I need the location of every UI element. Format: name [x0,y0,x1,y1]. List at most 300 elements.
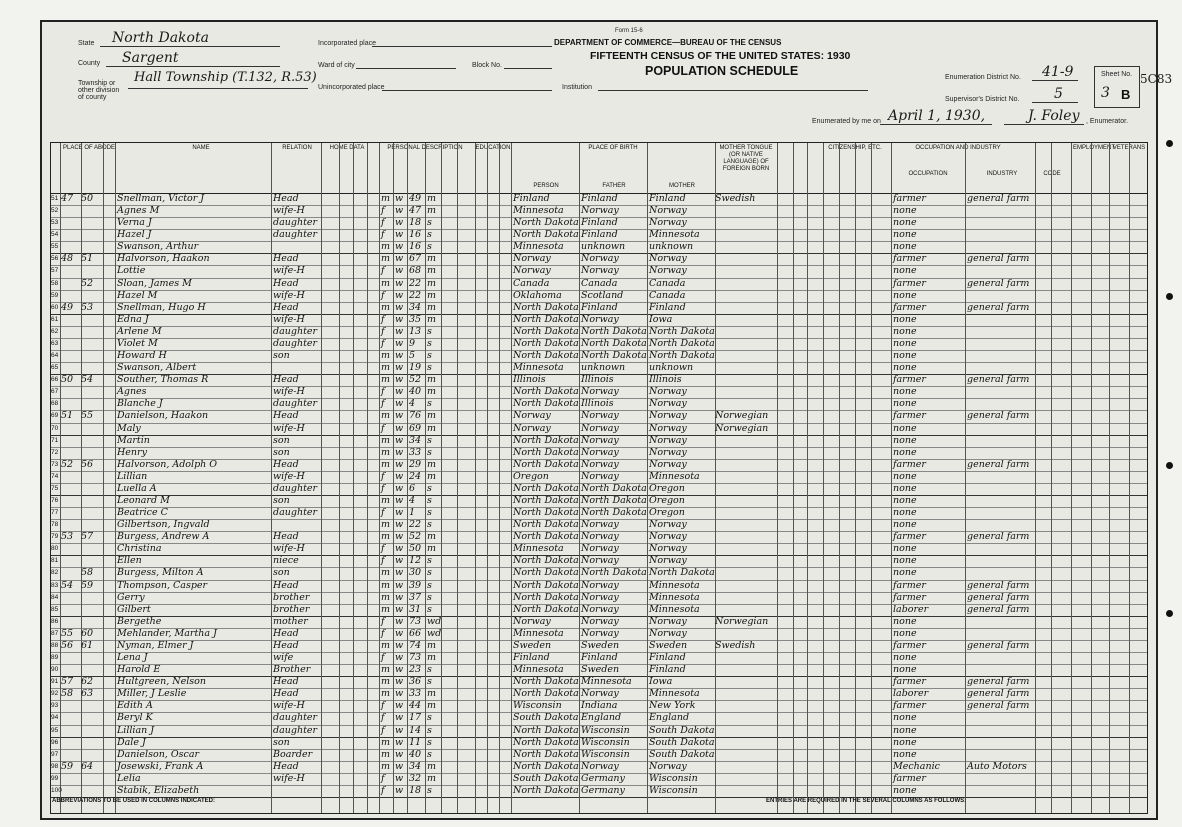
cell-person: North Dakota [513,507,579,519]
cell-name: Hazel M [117,289,158,301]
table-row [51,362,1147,374]
cell-occ: none [893,265,917,277]
cell-name: Thompson, Casper [117,579,208,591]
cell-rel: daughter [273,507,318,519]
cell-rel: Head [273,253,299,265]
cell-person: North Dakota [513,676,579,688]
table-row [51,265,1147,277]
cell-person: North Dakota [513,748,579,760]
cell-line: 89 [51,654,59,662]
cell-occ: none [893,615,917,627]
cell-occ: farmer [893,193,926,204]
cell-person: North Dakota [513,313,579,325]
cell-race: w [395,205,404,217]
cell-father: Norway [581,458,619,470]
cell-age: 76 [409,410,422,422]
cell-race: w [395,458,404,470]
cell-sex: f [381,325,385,337]
cell-line: 100 [51,786,62,794]
cell-name: Christina [117,543,162,555]
cell-race: w [395,603,404,615]
cell-race: w [395,495,404,506]
cell-person: Illinois [513,374,546,386]
cell-rel: daughter [273,482,318,494]
group-personal-description: PERSONAL DESCRIPTION [387,145,463,151]
cell-dw: 50 [61,374,74,386]
cell-mar: wd [427,615,442,627]
cell-mother: South Dakota [649,736,715,748]
cell-mother: Canada [649,289,686,301]
table-row [51,688,1147,700]
cell-age: 18 [409,217,422,229]
cell-race: w [395,664,404,676]
cell-father: Norway [581,205,619,217]
cell-name: Henry [117,446,147,458]
cell-name: Beatrice C [117,507,168,519]
population-grid [50,142,1148,814]
cell-age: 5 [409,350,416,362]
cell-line: 97 [51,750,59,758]
cell-mar: s [427,362,432,374]
cell-occ: none [893,664,917,676]
cell-line: 87 [51,629,59,637]
cell-rel: Brother [273,664,311,676]
cell-line: 77 [51,509,59,517]
cell-line: 52 [51,207,59,215]
cell-race: w [395,301,404,313]
supervisor-label: Supervisor's District No. [945,96,1020,103]
cell-age: 22 [409,289,422,301]
cell-sex: m [381,350,391,362]
cell-age: 12 [409,555,422,567]
cell-sex: f [381,398,385,410]
cell-race: w [395,748,404,760]
cell-occ: none [893,205,917,217]
cell-father: Norway [581,543,619,555]
cell-person: North Dakota [513,724,579,736]
cell-mother: Iowa [649,313,673,325]
table-row [51,676,1147,688]
cell-age: 19 [409,362,422,374]
cell-sex: m [381,579,391,591]
cell-race: w [395,519,404,531]
cell-race: w [395,350,404,362]
cell-person: Norway [513,615,551,627]
cell-line: 65 [51,364,59,372]
cell-occ: none [893,241,917,253]
table-row [51,326,1147,338]
cell-fam: 53 [81,301,94,313]
cell-rel: brother [273,591,310,603]
cell-person: North Dakota [513,398,579,410]
cell-person: North Dakota [513,446,579,458]
cell-rel: Head [273,410,299,422]
enumerated-date: April 1, 1930, [888,108,986,124]
cell-sex: f [381,652,385,664]
cell-name: Gilbertson, Ingvald [117,519,210,531]
cell-name: Josewski, Frank A [117,760,204,772]
cell-name: Snellman, Hugo H [117,301,206,313]
cell-father: Norway [581,313,619,325]
cell-line: 93 [51,702,59,710]
cell-mar: m [427,289,437,301]
table-row [51,350,1147,362]
township-value: Hall Township (T.132, R.53) [134,70,317,85]
cell-mother: Finland [649,193,686,204]
cell-race: w [395,700,404,712]
footer-band [50,796,1148,818]
cell-occ: farmer [893,458,926,470]
table-row [51,640,1147,652]
cell-mar: m [427,652,437,664]
cell-person: North Dakota [513,555,579,567]
cell-name: Swanson, Albert [117,362,197,374]
cell-sex: m [381,253,391,265]
cell-father: Scotland [581,289,624,301]
cell-line: 56 [51,255,59,263]
cell-age: 33 [409,688,422,700]
group-veterans: VETERANS [1112,145,1146,151]
cell-mother: Norway [649,543,687,555]
cell-line: 78 [51,521,59,529]
cell-father: Minnesota [581,676,632,688]
table-row [51,447,1147,459]
cell-age: 47 [409,205,422,217]
cell-occ: none [893,567,917,579]
cell-rel: daughter [273,398,318,410]
cell-name: Swanson, Arthur [117,241,199,253]
head-occupation: OCCUPATION [908,171,948,177]
cell-ind: general farm [967,639,1030,651]
cell-rel: Head [273,627,299,639]
cell-tongue: Norwegian [715,422,769,434]
cell-age: 16 [409,229,422,241]
cell-person: Minnesota [513,362,564,374]
cell-sex: f [381,205,385,217]
table-row [51,338,1147,350]
cell-occ: Mechanic [893,760,940,772]
cell-occ: none [893,325,917,337]
cell-line: 67 [51,388,59,396]
cell-age: 14 [409,724,422,736]
cell-mar: s [427,241,432,253]
cell-age: 74 [409,639,422,651]
cell-ind: general farm [967,591,1030,603]
cell-mar: s [427,337,432,349]
table-row [51,700,1147,712]
cell-mother: Wisconsin [649,772,698,784]
cell-sex: m [381,362,391,374]
cell-race: w [395,688,404,700]
cell-age: 37 [409,591,422,603]
cell-occ: farmer [893,579,926,591]
cell-tongue: Norwegian [715,615,769,627]
cell-mother: North Dakota [649,567,715,579]
cell-mar: s [427,507,432,519]
enumerator-underline [1004,124,1084,125]
cell-sex: m [381,591,391,603]
table-row [51,386,1147,398]
cell-race: w [395,265,404,277]
cell-race: w [395,676,404,688]
cell-sex: m [381,664,391,676]
table-row [51,628,1147,640]
cell-person: North Dakota [513,591,579,603]
group-place-of-birth: PLACE OF BIRTH [588,145,638,151]
cell-sex: f [381,543,385,555]
cell-line: 60 [51,303,59,311]
cell-occ: farmer [893,676,926,688]
table-row [51,652,1147,664]
cell-mother: Norway [649,760,687,772]
table-row [51,555,1147,567]
cell-mar: m [427,639,437,651]
cell-line: 83 [51,581,59,589]
table-row [51,278,1147,290]
cell-person: North Dakota [513,337,579,349]
cell-race: w [395,470,404,482]
cell-name: Stabik, Elizabeth [117,784,200,796]
cell-sex: m [381,193,391,204]
cell-sex: f [381,229,385,241]
cell-race: w [395,760,404,772]
cell-sex: f [381,289,385,301]
table-row [51,567,1147,579]
cell-dw: 53 [61,531,74,543]
cell-father: Wisconsin [581,748,630,760]
cell-line: 98 [51,762,59,770]
cell-rel: son [273,567,290,579]
cell-mar: s [427,217,432,229]
cell-dw: 59 [61,760,74,772]
cell-race: w [395,615,404,627]
cell-father: unknown [581,362,626,374]
cell-rel: Head [273,193,299,204]
cell-person: Wisconsin [513,700,562,712]
cell-line: 85 [51,605,59,613]
cell-age: 50 [409,543,422,555]
cell-race: w [395,724,404,736]
county-value: Sargent [122,50,179,66]
cell-father: North Dakota [581,567,647,579]
cell-mar: m [427,253,437,265]
cell-tongue: Swedish [715,639,756,651]
cell-name: Bergethe [117,615,162,627]
cell-fam: 61 [81,639,94,651]
cell-line: 73 [51,460,59,468]
cell-person: Norway [513,253,551,265]
cell-name: Lillian [117,470,148,482]
table-row [51,459,1147,471]
cell-sex: f [381,313,385,325]
cell-ind: general farm [967,579,1030,591]
cell-person: North Dakota [513,688,579,700]
cell-race: w [395,277,404,289]
cell-mar: s [427,676,432,688]
group-place-of-abode: PLACE OF ABODE [62,145,116,151]
cell-race: w [395,398,404,410]
cell-rel: daughter [273,724,318,736]
cell-mother: Minnesota [649,579,700,591]
cell-mar: m [427,386,437,398]
cell-dw: 58 [61,688,74,700]
cell-ind: general farm [967,277,1030,289]
cell-father: Wisconsin [581,724,630,736]
cell-mother: North Dakota [649,337,715,349]
cell-age: 13 [409,325,422,337]
cell-occ: none [893,627,917,639]
cell-sex: f [381,470,385,482]
cell-father: North Dakota [581,495,647,506]
cell-occ: none [893,712,917,724]
cell-mar: m [427,313,437,325]
cell-person: Sweden [513,639,552,651]
cell-sex: f [381,265,385,277]
cell-rel: Boarder [273,748,313,760]
cell-age: 17 [409,712,422,724]
cell-line: 76 [51,497,59,504]
cell-mother: North Dakota [649,350,715,362]
cell-race: w [395,591,404,603]
cell-father: Norway [581,760,619,772]
cell-race: w [395,253,404,265]
cell-name: Howard H [117,350,167,362]
cell-rel: wife-H [273,313,305,325]
cell-person: North Dakota [513,434,579,446]
cell-line: 94 [51,714,59,722]
population-rows [51,193,1147,797]
cell-mar: s [427,325,432,337]
cell-occ: none [893,446,917,458]
table-row [51,761,1147,773]
cell-name: Luella A [117,482,157,494]
cell-line: 79 [51,533,59,541]
cell-person: North Dakota [513,736,579,748]
cell-person: North Dakota [513,784,579,796]
cell-rel: Head [273,277,299,289]
cell-tongue: Norwegian [715,410,769,422]
cell-name: Burgess, Andrew A [117,531,210,543]
cell-father: Norway [581,410,619,422]
cell-sex: m [381,458,391,470]
head-person: PERSON [533,183,559,189]
cell-age: 4 [409,495,416,506]
institution-underline [598,90,868,91]
cell-occ: farmer [893,301,926,313]
cell-line: 71 [51,436,59,444]
cell-ind: general farm [967,700,1030,712]
cell-occ: none [893,350,917,362]
ward-underline [356,68,456,69]
cell-race: w [395,422,404,434]
cell-mother: Finland [649,301,686,313]
cell-mother: South Dakota [649,724,715,736]
cell-mar: m [427,193,437,204]
cell-age: 52 [409,531,422,543]
cell-mother: Norway [649,531,687,543]
cell-occ: none [893,470,917,482]
cell-rel: wife-H [273,289,305,301]
cell-father: Norway [581,603,619,615]
cell-mother: South Dakota [649,748,715,760]
cell-mother: Oregon [649,507,685,519]
cell-occ: none [893,422,917,434]
cell-mar: m [427,205,437,217]
cell-rel: daughter [273,229,318,241]
cell-mother: Norway [649,253,687,265]
cell-dw: 57 [61,676,74,688]
punch-hole-right-1 [1166,140,1173,147]
cell-name: Agnes [117,386,147,398]
enum-district-underline [1032,80,1078,81]
cell-fam: 58 [81,567,94,579]
enumerator-name: J. Foley [1028,108,1080,124]
cell-line: 88 [51,641,59,649]
cell-race: w [395,337,404,349]
cell-sex: f [381,712,385,724]
cell-father: Finland [581,193,618,204]
block-label: Block No. [472,62,502,69]
cell-occ: none [893,555,917,567]
cell-rel: Head [273,688,299,700]
group-employment: EMPLOYMENT [1073,145,1116,151]
cell-line: 72 [51,448,59,456]
cell-ind: general farm [967,688,1030,700]
supervisor-value: 5 [1054,86,1063,102]
cell-person: North Dakota [513,579,579,591]
cell-dw: 48 [61,253,74,265]
cell-dw: 52 [61,458,74,470]
table-row [51,423,1147,435]
table-row [51,205,1147,217]
cell-fam: 62 [81,676,94,688]
cell-mother: Norway [649,555,687,567]
cell-rel: Head [273,579,299,591]
cell-name: Arlene M [117,325,162,337]
cell-occ: laborer [893,688,929,700]
cell-dw: 51 [61,410,74,422]
cell-mother: Wisconsin [649,784,698,796]
cell-person: Norway [513,410,551,422]
cell-line: 74 [51,472,59,480]
cell-age: 11 [409,736,422,748]
enum-district-label: Enumeration District No. [945,74,1021,81]
cell-line: 81 [51,557,59,565]
cell-line: 62 [51,327,59,335]
cell-mother: Norway [649,627,687,639]
cell-person: North Dakota [513,350,579,362]
cell-father: North Dakota [581,325,647,337]
cell-sex: m [381,688,391,700]
cell-sex: m [381,567,391,579]
cell-name: Halvorson, Adolph O [117,458,218,470]
cell-rel: wife-H [273,205,305,217]
cell-name: Verna J [117,217,152,229]
cell-mother: New York [649,700,696,712]
cell-person: North Dakota [513,531,579,543]
cell-sex: m [381,519,391,531]
cell-father: Finland [581,217,618,229]
cell-sex: f [381,615,385,627]
cell-sex: m [381,531,391,543]
state-value: North Dakota [112,30,209,46]
stamp-number: 5C83 [1140,72,1173,86]
table-row [51,580,1147,592]
cell-rel: wife-H [273,422,305,434]
cell-person: North Dakota [513,495,579,506]
enum-district-value: 41-9 [1042,64,1074,80]
cell-person: North Dakota [513,567,579,579]
